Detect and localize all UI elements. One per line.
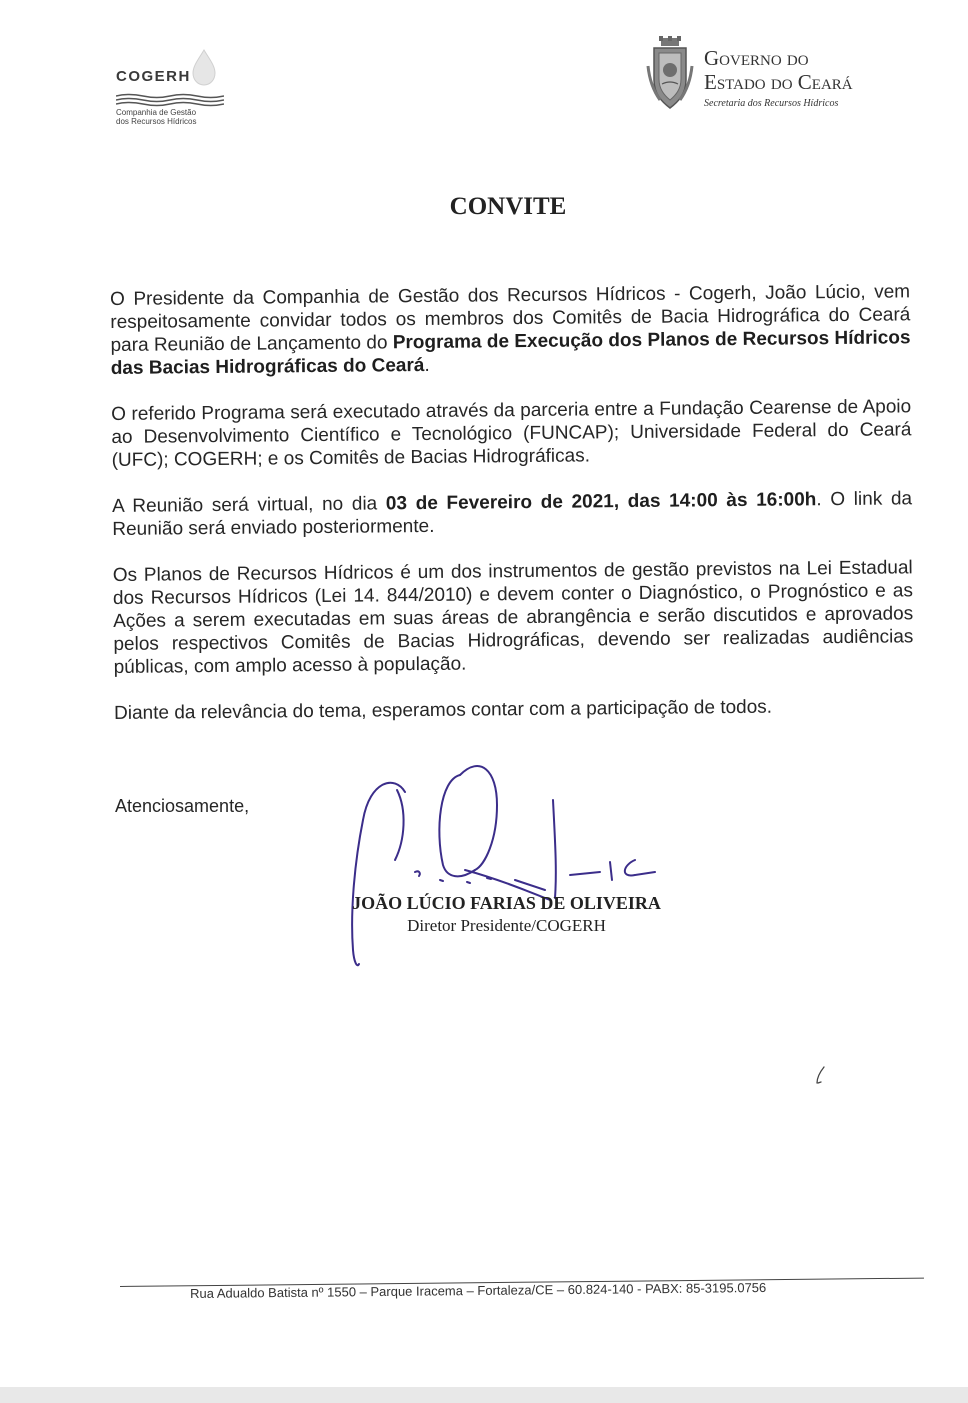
cogerh-logo: [116, 48, 226, 132]
signer-name: JOÃO LÚCIO FARIAS DE OLIVEIRA: [352, 893, 661, 913]
paragraph-1: O Presidente da Companhia de Gestão dos Recursos Hídricos - Cogerh, João Lúcio, vem respeitosamente convidar todos os membros dos Comitês de Bacia Hidrográfica do Ceará para Reunião de Lançamento do Programa de Execução dos Planos de Recursos Hídricos das Bacias Hidrográficas do Ceará.: [110, 281, 911, 379]
cogerh-logo-name: COGERH: [116, 68, 191, 85]
paragraph-2: O referido Programa será executado através da parceria entre a Fundação Cearense de Apoio ao Desenvolvimento Científico e Tecnológico (FUNCAP); Universidade Federal do Ceará (UFC); COGERH; e os Comitês de Bacias Hidrográficas.: [111, 396, 912, 471]
signer-role: Diretor Presidente/COGERH: [407, 916, 606, 935]
government-logo: [646, 36, 876, 116]
paragraph-5: Diante da relevância do tema, esperamos contar com a participação de todos.: [113, 696, 773, 724]
closing-salutation: Atenciosamente,: [115, 796, 250, 816]
waves-icon: [116, 93, 224, 107]
handwritten-signature: [335, 750, 685, 975]
paragraph-3: A Reunião será virtual, no dia 03 de Fevereiro de 2021, das 14:00 às 16:00h. O link da Reunião será enviado posteriormente.: [111, 488, 913, 540]
gov-logo-subtitle: Secretaria dos Recursos Hídricos: [704, 98, 839, 109]
signer-block: [334, 891, 679, 937]
state-crest-icon: [646, 36, 694, 110]
pen-mark-icon: [812, 1064, 830, 1090]
paragraph-4: Os Planos de Recursos Hídricos é um dos instrumentos de gestão previstos na Lei Estadual dos Recursos Hídricos (Lei 14. 844/2010) e devem conter o Diagnóstico, o Prognóstico e as Ações a serem executadas em suas áreas de abrangência e serão discutidos e aprovados pelos respectivos Comitês de Bacias Hidrográficas, devendo ser realizadas audiências públicas, com amplo acesso à população.: [112, 557, 914, 678]
letter-body: [110, 280, 914, 748]
document-title: CONVITE: [449, 193, 567, 220]
cogerh-logo-subtitle: Companhia de Gestão dos Recursos Hídricos: [116, 108, 197, 126]
gov-logo-line2: Estado do Ceará: [704, 70, 853, 94]
bottom-edge: [0, 1387, 968, 1403]
gov-logo-line1: Governo do: [704, 46, 809, 70]
footer-address: Rua Adualdo Batista nº 1550 – Parque Iracema – Fortaleza/CE – 60.824-140 - PABX: 85-3195.0756: [190, 1279, 767, 1301]
